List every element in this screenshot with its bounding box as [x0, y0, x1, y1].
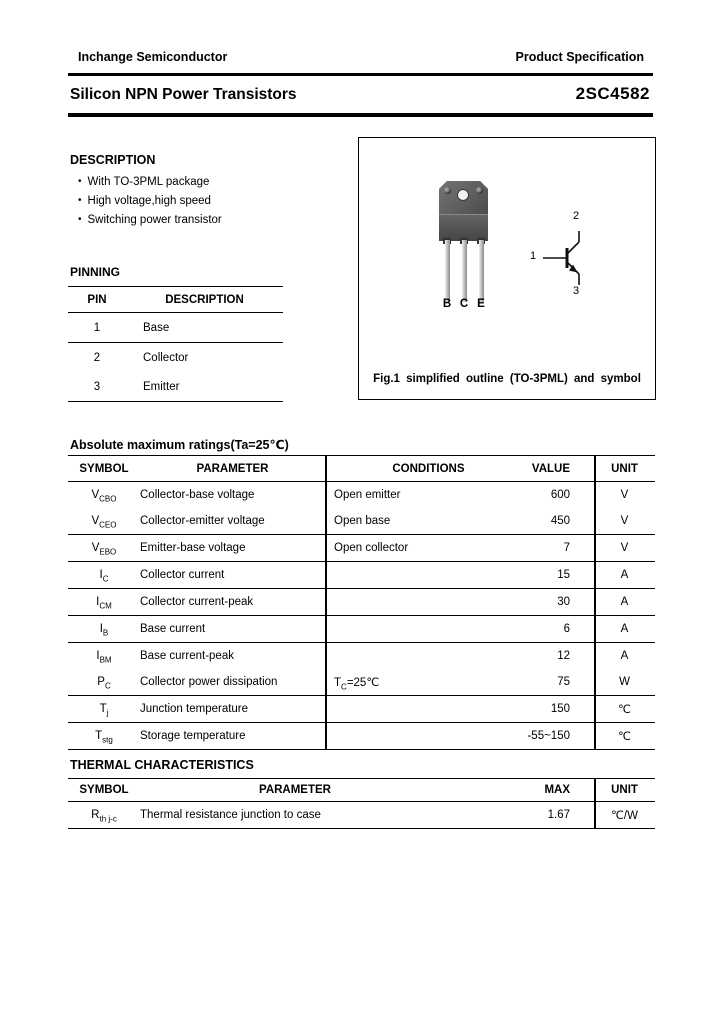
value-cell: 150 — [550, 703, 570, 715]
table-divider — [594, 456, 596, 750]
abs-max-heading: Absolute maximum ratings(Ta=25℃) — [70, 438, 289, 452]
symbol-cell: $I_{BM}$ — [96, 650, 112, 665]
parameter-cell: Storage temperature — [140, 730, 246, 742]
pin-number: 3 — [93, 380, 101, 393]
table-row — [68, 723, 655, 750]
part-number: 2SC4582 — [575, 84, 650, 103]
parameter-column-header: PARAMETER — [196, 462, 269, 475]
symbol-cell: $T_{stg}$ — [95, 730, 113, 745]
figure-caption: Fig.1 simplified outline (TO-3PML) and symbol — [373, 373, 641, 385]
table-row — [68, 616, 655, 643]
table-row — [68, 643, 655, 669]
parameter-cell: Collector current — [140, 569, 225, 581]
table-row — [68, 669, 655, 696]
conditions-cell: $T_C=25℃$ — [334, 677, 380, 692]
npn-transistor-symbol — [543, 227, 588, 289]
screw-hole-icon — [444, 187, 451, 194]
unit-cell: A — [620, 623, 629, 635]
max-column-header: MAX — [544, 784, 570, 796]
thermal-header-row — [68, 779, 655, 802]
parameter-cell: Collector power dissipation — [140, 676, 278, 688]
parameter-cell: Junction temperature — [140, 703, 249, 715]
parameter-cell: Collector-emitter voltage — [140, 515, 265, 527]
unit-column-header: UNIT — [611, 462, 638, 475]
value-cell: 600 — [550, 489, 570, 501]
symbol-pin-1-label: 1 — [530, 250, 537, 262]
parameter-cell: Emitter-base voltage — [140, 542, 246, 554]
pin-description: Base — [143, 321, 170, 334]
symbol-cell: $I_B$ — [99, 623, 109, 638]
lead-pin — [479, 240, 484, 302]
description-text: With TO-3PML package — [87, 175, 210, 188]
pin-number: 2 — [93, 351, 101, 364]
conditions-cell: Open collector — [334, 542, 409, 554]
thermal-table — [68, 778, 655, 829]
value-cell: -55~150 — [527, 730, 570, 742]
value-cell: 450 — [550, 515, 570, 527]
bullet-icon: • — [78, 214, 82, 225]
table-divider — [325, 456, 327, 750]
table-row — [68, 343, 283, 372]
value-column-header: VALUE — [531, 462, 570, 475]
pin-number: 1 — [93, 321, 101, 334]
doc-type: Product Specification — [515, 50, 644, 64]
figure-box — [358, 137, 656, 400]
unit-cell: V — [620, 542, 629, 554]
pinning-header-row — [68, 287, 283, 313]
mounting-hole-icon — [457, 189, 469, 201]
table-row — [68, 372, 283, 401]
table-row — [68, 313, 283, 343]
table-row — [68, 535, 655, 562]
description-column-header: DESCRIPTION — [165, 293, 244, 306]
conditions-cell: Open emitter — [334, 489, 401, 501]
symbol-cell: $I_C$ — [99, 569, 109, 584]
bullet-icon: • — [78, 176, 82, 187]
pinning-table — [68, 286, 283, 402]
description-bullet — [78, 172, 222, 191]
description-list — [78, 172, 222, 229]
table-row — [68, 508, 655, 535]
pin-description: Collector — [143, 351, 189, 364]
table-row — [68, 589, 655, 616]
value-cell: 12 — [557, 650, 570, 662]
lead-label-collector: C — [459, 298, 469, 310]
unit-column-header: UNIT — [611, 784, 638, 796]
header-divider — [68, 73, 653, 76]
value-cell: 15 — [557, 569, 570, 581]
parameter-column-header: PARAMETER — [259, 784, 331, 796]
parameter-cell: Thermal resistance junction to case — [140, 809, 321, 821]
symbol-cell: $V_{CBO}$ — [91, 489, 117, 504]
parameter-cell: Collector-base voltage — [140, 489, 255, 501]
symbol-cell: $T_j$ — [99, 703, 109, 718]
symbol-cell: $I_{CM}$ — [96, 596, 112, 611]
table-row — [68, 482, 655, 508]
title-divider — [68, 113, 653, 117]
unit-cell: V — [620, 489, 629, 501]
pinning-heading: PINNING — [70, 265, 121, 279]
unit-cell: ℃ — [618, 731, 631, 743]
pin-column-header: PIN — [87, 293, 107, 306]
symbol-cell: $P_C$ — [97, 676, 111, 691]
unit-cell: ℃ — [618, 704, 631, 716]
company-name: Inchange Semiconductor — [78, 50, 228, 64]
description-bullet — [78, 210, 222, 229]
symbol-cell: $R_{th j-c}$ — [91, 809, 117, 824]
symbol-column-header: SYMBOL — [79, 462, 129, 475]
unit-cell: W — [619, 676, 630, 688]
value-cell: 75 — [557, 676, 570, 688]
unit-cell: V — [620, 515, 629, 527]
thermal-heading: THERMAL CHARACTERISTICS — [70, 758, 254, 772]
symbol-pin-2-label: 2 — [573, 210, 580, 222]
package-body — [439, 214, 488, 241]
table-row — [68, 802, 655, 829]
lead-pin — [462, 240, 467, 302]
pin-description: Emitter — [143, 380, 180, 393]
abs-max-header-row — [68, 456, 655, 482]
symbol-column-header: SYMBOL — [79, 784, 129, 796]
screw-hole-icon — [476, 187, 483, 194]
bullet-icon: • — [78, 195, 82, 206]
table-row — [68, 696, 655, 723]
symbol-cell: $V_{CEO}$ — [91, 515, 117, 530]
parameter-cell: Collector current-peak — [140, 596, 254, 608]
conditions-cell: Open base — [334, 515, 391, 527]
symbol-cell: $V_{EBO}$ — [91, 542, 117, 557]
description-text: Switching power transistor — [87, 213, 222, 226]
unit-cell: A — [620, 650, 629, 662]
value-cell: 30 — [557, 596, 570, 608]
description-heading: DESCRIPTION — [70, 153, 156, 167]
table-divider — [594, 779, 596, 829]
unit-cell: A — [620, 569, 629, 581]
page-title: Silicon NPN Power Transistors — [70, 86, 297, 103]
lead-label-emitter: E — [477, 298, 485, 310]
value-cell: 6 — [563, 623, 570, 635]
conditions-column-header: CONDITIONS — [392, 462, 465, 475]
abs-max-table — [68, 455, 655, 750]
unit-cell: A — [620, 596, 629, 608]
lead-pin — [445, 240, 450, 302]
description-bullet — [78, 191, 222, 210]
parameter-cell: Base current — [140, 623, 206, 635]
unit-cell: ℃/W — [611, 810, 638, 822]
description-text: High voltage,high speed — [87, 194, 211, 207]
max-value-cell: 1.67 — [547, 809, 570, 821]
table-row — [68, 562, 655, 589]
lead-label-base: B — [442, 298, 452, 310]
value-cell: 7 — [563, 542, 570, 554]
symbol-pin-3-label: 3 — [573, 285, 580, 297]
parameter-cell: Base current-peak — [140, 650, 234, 662]
